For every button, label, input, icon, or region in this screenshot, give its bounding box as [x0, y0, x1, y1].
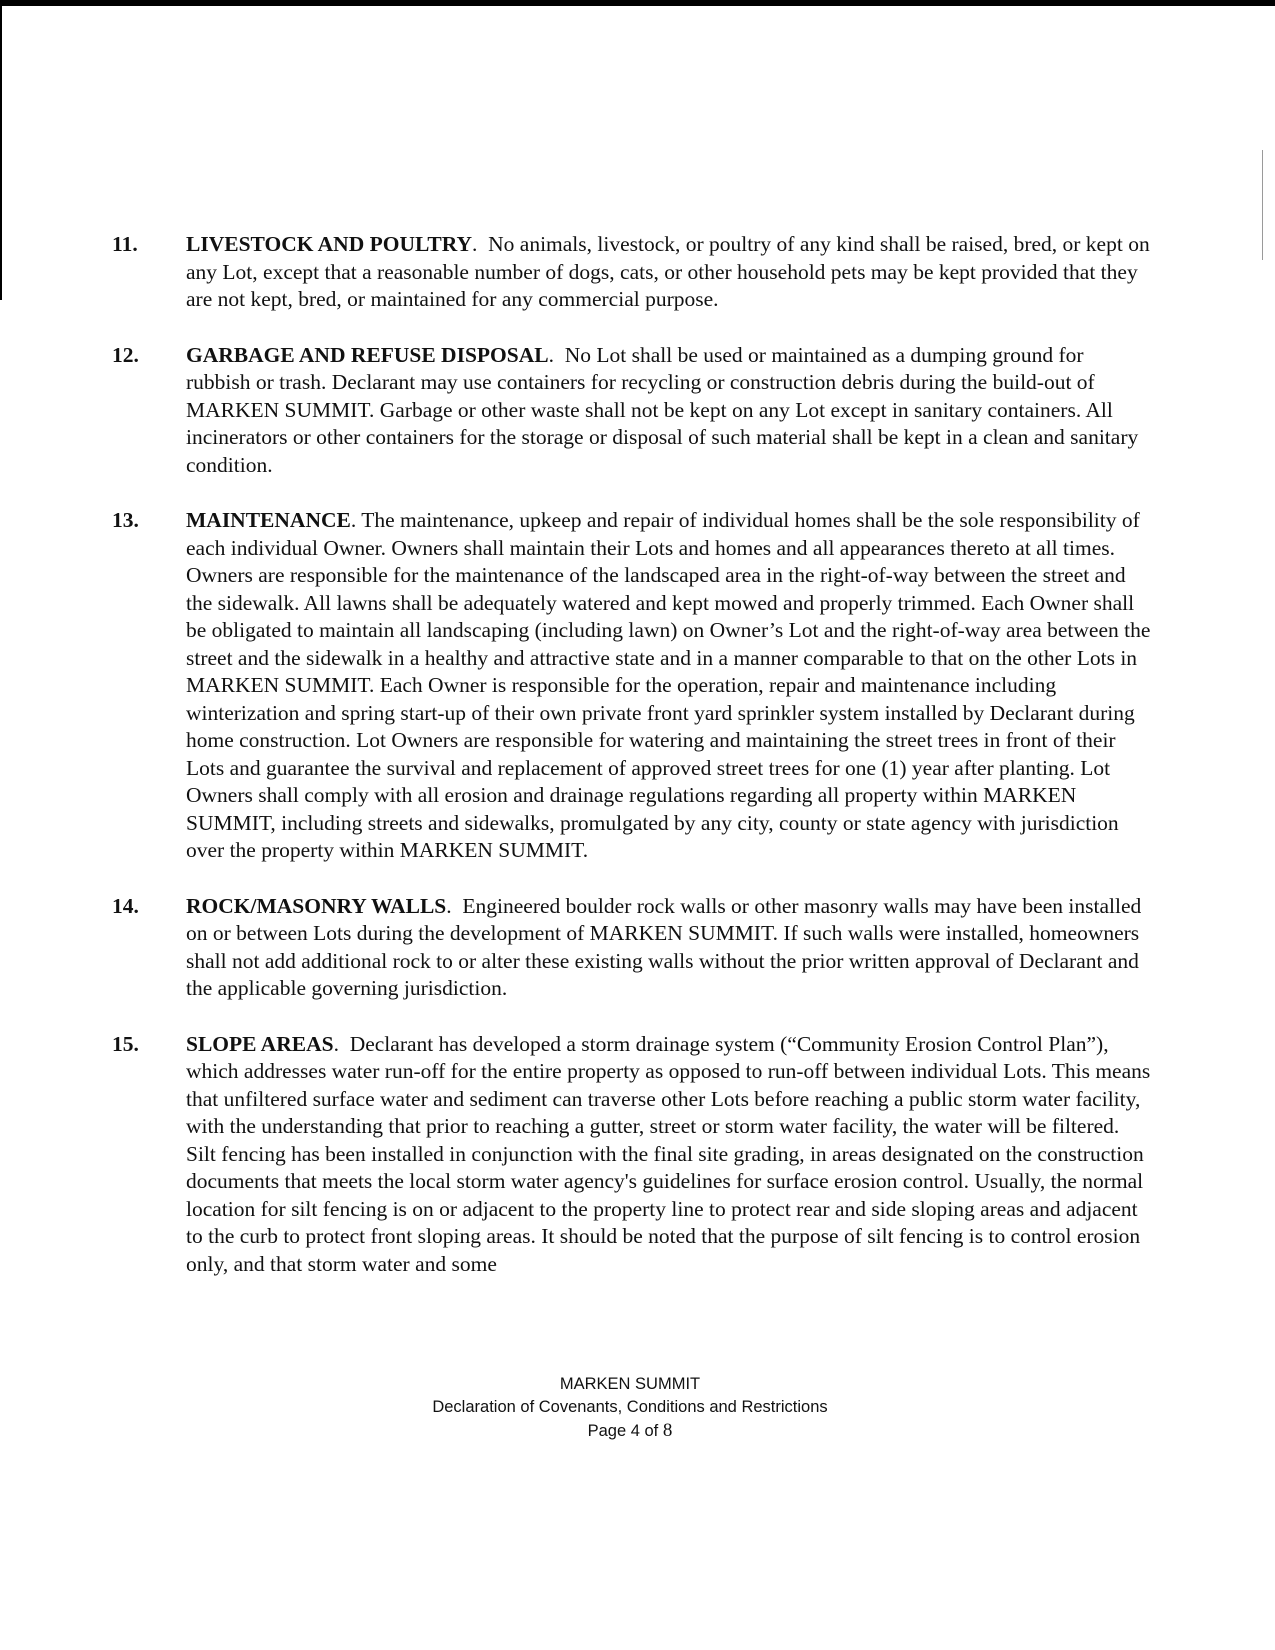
section-body: LIVESTOCK AND POULTRY. No animals, livestock, or poultry of any kind shall be raised, bred, or kept on any Lot, except that a reasonable number of dogs, cats, or other household pets may be kept provided that they are not kept, bred, or maintained for any commercial purpose. — [186, 232, 1150, 311]
section-text: The maintenance, upkeep and repair of individual homes shall be the sole responsibility of each individual Owner. Owners shall maintain their Lots and homes and all appearances thereto at all times. Owners are responsible for the maintenance of the landscaped area in the right-of-way between the street and the sidewalk. All lawns shall be adequately watered and kept mowed and properly trimmed. Each Owner shall be obligated to maintain all landscaping (including lawn) on Owner’s Lot and the right-of-way area between the street and the sidewalk in a healthy and attractive state and in a manner comparable to that on the other Lots in MARKEN SUMMIT. Each Owner is responsible for the operation, repair and maintenance including winterization and spring start-up of their own private front yard sprinkler system installed by Declarant during home construction. Lot Owners are responsible for watering and maintaining the street trees in front of their Lots and guarantee the survival and replacement of approved street trees for one (1) year after planting. Lot Owners shall comply with all erosion and drainage regulations regarding all property within MARKEN SUMMIT, including streets and sidewalks, promulgated by any city, county or state agency with jurisdiction over the property within MARKEN SUMMIT. — [186, 508, 1151, 862]
footer-project-name: MARKEN SUMMIT — [559, 1375, 701, 1393]
section-garbage — [112, 342, 1152, 480]
document-body — [112, 231, 1152, 1306]
footer-page-label: Page 4 of — [587, 1422, 659, 1440]
section-heading: ROCK/MASONRY WALLS — [186, 893, 447, 918]
scan-edge-left — [0, 0, 2, 300]
section-heading: SLOPE AREAS — [186, 1031, 334, 1056]
footer-document-title: Declaration of Covenants, Conditions and Restrictions — [432, 1398, 828, 1416]
section-number: 11. — [112, 232, 138, 256]
section-text: No animals, livestock, or poultry of any kind shall be raised, bred, or kept on any Lot, except that a reasonable number of dogs, cats, or other household pets may be kept provided that they are not kept, bred, or maintained for any commercial purpose. — [186, 232, 1150, 311]
section-body: MAINTENANCE. The maintenance, upkeep and repair of individual homes shall be the sole responsibility of each individual Owner. Owners shall maintain their Lots and homes and all appearances thereto at all times. Owners are responsible for the maintenance of the landscaped area in the right-of-way between the street and the sidewalk. All lawns shall be adequately watered and kept mowed and properly trimmed. Each Owner shall be obligated to maintain all landscaping (including lawn) on Owner’s Lot and the right-of-way area between the street and the sidewalk in a healthy and attractive state and in a manner comparable to that on the other Lots in MARKEN SUMMIT. Each Owner is responsible for the operation, repair and maintenance including winterization and spring start-up of their own private front yard sprinkler system installed by Declarant during home construction. Lot Owners are responsible for watering and maintaining the street trees in front of their Lots and guarantee the survival and replacement of approved street trees for one (1) year after planting. Lot Owners shall comply with all erosion and drainage regulations regarding all property within MARKEN SUMMIT, including streets and sidewalks, promulgated by any city, county or state agency with jurisdiction over the property within MARKEN SUMMIT. — [186, 508, 1151, 862]
section-maintenance — [112, 507, 1152, 865]
section-heading: LIVESTOCK AND POULTRY — [186, 232, 472, 256]
section-number: 15. — [112, 1031, 139, 1056]
section-text: No Lot shall be used or maintained as a dumping ground for rubbish or trash. Declarant may use containers for recycling or construction debris during the build-out of MARKEN SUMMIT. Garbage or other waste shall not be kept on any Lot except in sanitary containers. All incinerators or other containers for the storage or disposal of such material shall be kept in a clean and sanitary condition. — [186, 342, 1139, 477]
section-body: ROCK/MASONRY WALLS. Engineered boulder rock walls or other masonry walls may have been installed on or between Lots during the development of MARKEN SUMMIT. If such walls were installed, homeowners shall not add additional rock to or alter these existing walls without the prior written approval of Declarant and the applicable governing jurisdiction. — [186, 893, 1142, 1000]
page-footer — [300, 1373, 960, 1443]
section-number: 14. — [112, 893, 139, 918]
section-heading: MAINTENANCE — [186, 508, 351, 532]
section-heading: GARBAGE AND REFUSE DISPOSAL — [186, 342, 549, 367]
section-body: SLOPE AREAS. Declarant has developed a storm drainage system (“Community Erosion Control Plan”), which addresses water run-off for the entire property as opposed to run-off between individual Lots. This means that unfiltered surface water and sediment can traverse other Lots before reaching a public storm water facility, with the understanding that prior to reaching a gutter, street or storm water facility, the water will be filtered. Silt fencing has been installed in conjunction with the final site grading, in areas designated on the construction documents that meets the local storm water agency's guidelines for surface erosion control. Usually, the normal location for silt fencing is on or adjacent to the property line to protect rear and side sloping areas and adjacent to the curb to protect front sloping areas. It should be noted that the purpose of silt fencing is to control erosion only, and that storm water and some — [186, 1031, 1151, 1276]
section-text: Engineered boulder rock walls or other masonry walls may have been installed on or between Lots during the development of MARKEN SUMMIT. If such walls were installed, homeowners shall not add additional rock to or alter these existing walls without the prior written approval of Declarant and the applicable governing jurisdiction. — [186, 893, 1142, 1000]
scan-edge-top — [0, 0, 1275, 6]
section-body: GARBAGE AND REFUSE DISPOSAL. No Lot shall be used or maintained as a dumping ground for rubbish or trash. Declarant may use containers for recycling or construction debris during the build-out of MARKEN SUMMIT. Garbage or other waste shall not be kept on any Lot except in sanitary containers. All incinerators or other containers for the storage or disposal of such material shall be kept in a clean and sanitary condition. — [186, 342, 1139, 477]
section-number: 13. — [112, 508, 139, 532]
section-slope-areas — [112, 1031, 1152, 1279]
footer-page-number — [300, 1419, 960, 1443]
footer-page-total: 8 — [662, 1420, 673, 1441]
section-text: Declarant has developed a storm drainage system (“Community Erosion Control Plan”), which addresses water run-off for the entire property as opposed to run-off between individual Lots. This means that unfiltered surface water and sediment can traverse other Lots before reaching a public storm water facility, with the understanding that prior to reaching a gutter, street or storm water facility, the water will be filtered. Silt fencing has been installed in conjunction with the final site grading, in areas designated on the construction documents that meets the local storm water agency's guidelines for surface erosion control. Usually, the normal location for silt fencing is on or adjacent to the property line to protect rear and side sloping areas and adjacent to the curb to protect front sloping areas. It should be noted that the purpose of silt fencing is to control erosion only, and that storm water and some — [186, 1031, 1151, 1276]
scan-edge-right — [1262, 150, 1263, 260]
section-number: 12. — [112, 342, 139, 367]
section-livestock — [112, 231, 1152, 314]
section-rock-masonry-walls — [112, 893, 1152, 1003]
